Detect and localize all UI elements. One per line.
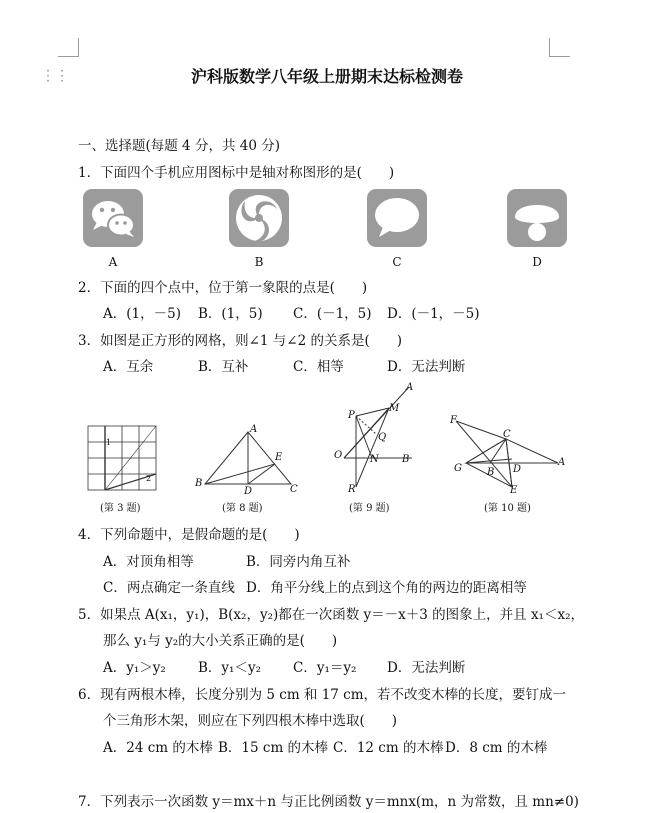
figure-10-diagram [450,413,565,497]
figure-9-label-r: R [348,484,356,495]
q6-option-a[interactable]: A．24 cm 的木棒 [103,740,213,756]
q3-option-c[interactable]: C．相等 [293,359,344,375]
figure-8-label-e: E [275,452,283,463]
swirl-icon [229,189,289,247]
drag-handle-icon[interactable]: ⋮⋮ [41,68,69,84]
option-label-c: C [392,255,402,269]
figure-9-label-p: P [348,410,355,421]
q6-option-c[interactable]: C．12 cm 的木棒 [333,740,444,756]
q4-option-b[interactable]: B．同旁内角互补 [246,554,351,570]
question-5-line-1: 5．如果点 A(x₁，y₁)，B(x₂，y₂)都在一次函数 y＝－x＋3 的图象上，并且 x₁＜x₂， [78,607,584,623]
figure-10-label-a: A [558,457,566,468]
figure-8-label-a: A [250,424,258,435]
option-label-a: A [108,255,118,269]
question-2-stem: 2．下面的四个点中，位于第一象限的点是( ) [78,280,368,296]
figure-10-label-c: C [503,429,511,440]
figure-10-label-d: D [513,464,522,475]
option-label-b: B [254,255,264,269]
q2-option-a[interactable]: A．(1，－5) [103,306,181,322]
q3-option-d[interactable]: D．无法判断 [387,359,466,375]
mushroom-icon [507,189,567,247]
figure-10-label-b: B [487,467,495,478]
question-4-stem: 4．下列命题中，是假命题的是( ) [78,527,300,543]
figure-9-diagram [334,382,419,501]
figure-8-caption: (第 8 题) [222,503,263,514]
page-corner-marker-left [58,38,79,57]
q5-option-b[interactable]: B．y₁＜y₂ [198,660,261,676]
question-1-stem: 1．下面四个手机应用图标中是轴对称图形的是( ) [78,165,395,181]
q2-option-b[interactable]: B．(1，5) [198,306,263,322]
question-6-line-1: 6．现有两根木棒，长度分别为 5 cm 和 17 cm，若不改变木棒的长度，要钉成一 [78,687,567,703]
figure-8-triangle [193,424,303,503]
q5-option-a[interactable]: A．y₁＞y₂ [103,660,166,676]
figure-9-label-m: M [389,403,400,414]
figure-9-label-n: N [370,454,379,465]
question-7-line-1: 7．下列表示一次函数 y＝mx＋n 与正比例函数 y＝mnx(m，n 为常数，且 mn≠0) [78,794,579,810]
q3-option-b[interactable]: B．互补 [198,359,249,375]
q4-option-c[interactable]: C．两点确定一条直线 [103,580,235,596]
figure-3-angle-1: 1 [106,438,112,447]
figure-8-label-d: D [244,486,253,497]
figure-10-label-f: F [450,415,457,426]
figure-9-label-a: A [406,382,414,393]
q5-option-c[interactable]: C．y₁＝y₂ [293,660,357,676]
figure-9-label-b: B [402,454,410,465]
question-6-line-2: 个三角形木架，则应在下列四根木棒中选取( ) [103,713,398,729]
q4-option-d[interactable]: D．角平分线上的点到这个角的两边的距离相等 [246,580,527,596]
figure-9-caption: (第 9 题) [349,503,390,514]
page-corner-marker-right [549,38,570,57]
q5-option-d[interactable]: D．无法判断 [387,660,466,676]
figure-3-grid [86,424,161,498]
question-3-stem: 3．如图是正方形的网格，则∠1 与∠2 的关系是( ) [78,333,403,349]
wechat-icon [83,189,143,247]
figure-10-label-g: G [454,463,462,474]
figure-3-angle-2: 2 [146,474,152,483]
q6-option-b[interactable]: B．15 cm 的木棒 [218,740,329,756]
figure-8-label-b: B [195,478,203,489]
q2-option-d[interactable]: D．(－1，－5) [387,306,480,322]
option-label-d: D [532,255,542,269]
figure-10-caption: (第 10 题) [484,503,531,514]
figure-3-caption: (第 3 题) [100,503,141,514]
question-5-line-2: 那么 y₁与 y₂的大小关系正确的是( ) [103,633,338,649]
figure-10-label-e: E [510,485,518,496]
q4-option-a[interactable]: A．对顶角相等 [103,554,194,570]
figure-8-label-c: C [290,484,298,495]
q2-option-c[interactable]: C．(－1，5) [293,306,372,322]
speech-bubble-icon [367,189,427,247]
q6-option-d[interactable]: D．8 cm 的木棒 [445,740,548,756]
page-title: 沪科版数学八年级上册期末达标检测卷 [190,67,463,86]
q3-option-a[interactable]: A．互余 [103,359,154,375]
figure-9-label-q: Q [378,432,387,443]
section-heading: 一、选择题(每题 4 分，共 40 分) [78,138,280,154]
figure-9-label-o: O [334,450,343,461]
